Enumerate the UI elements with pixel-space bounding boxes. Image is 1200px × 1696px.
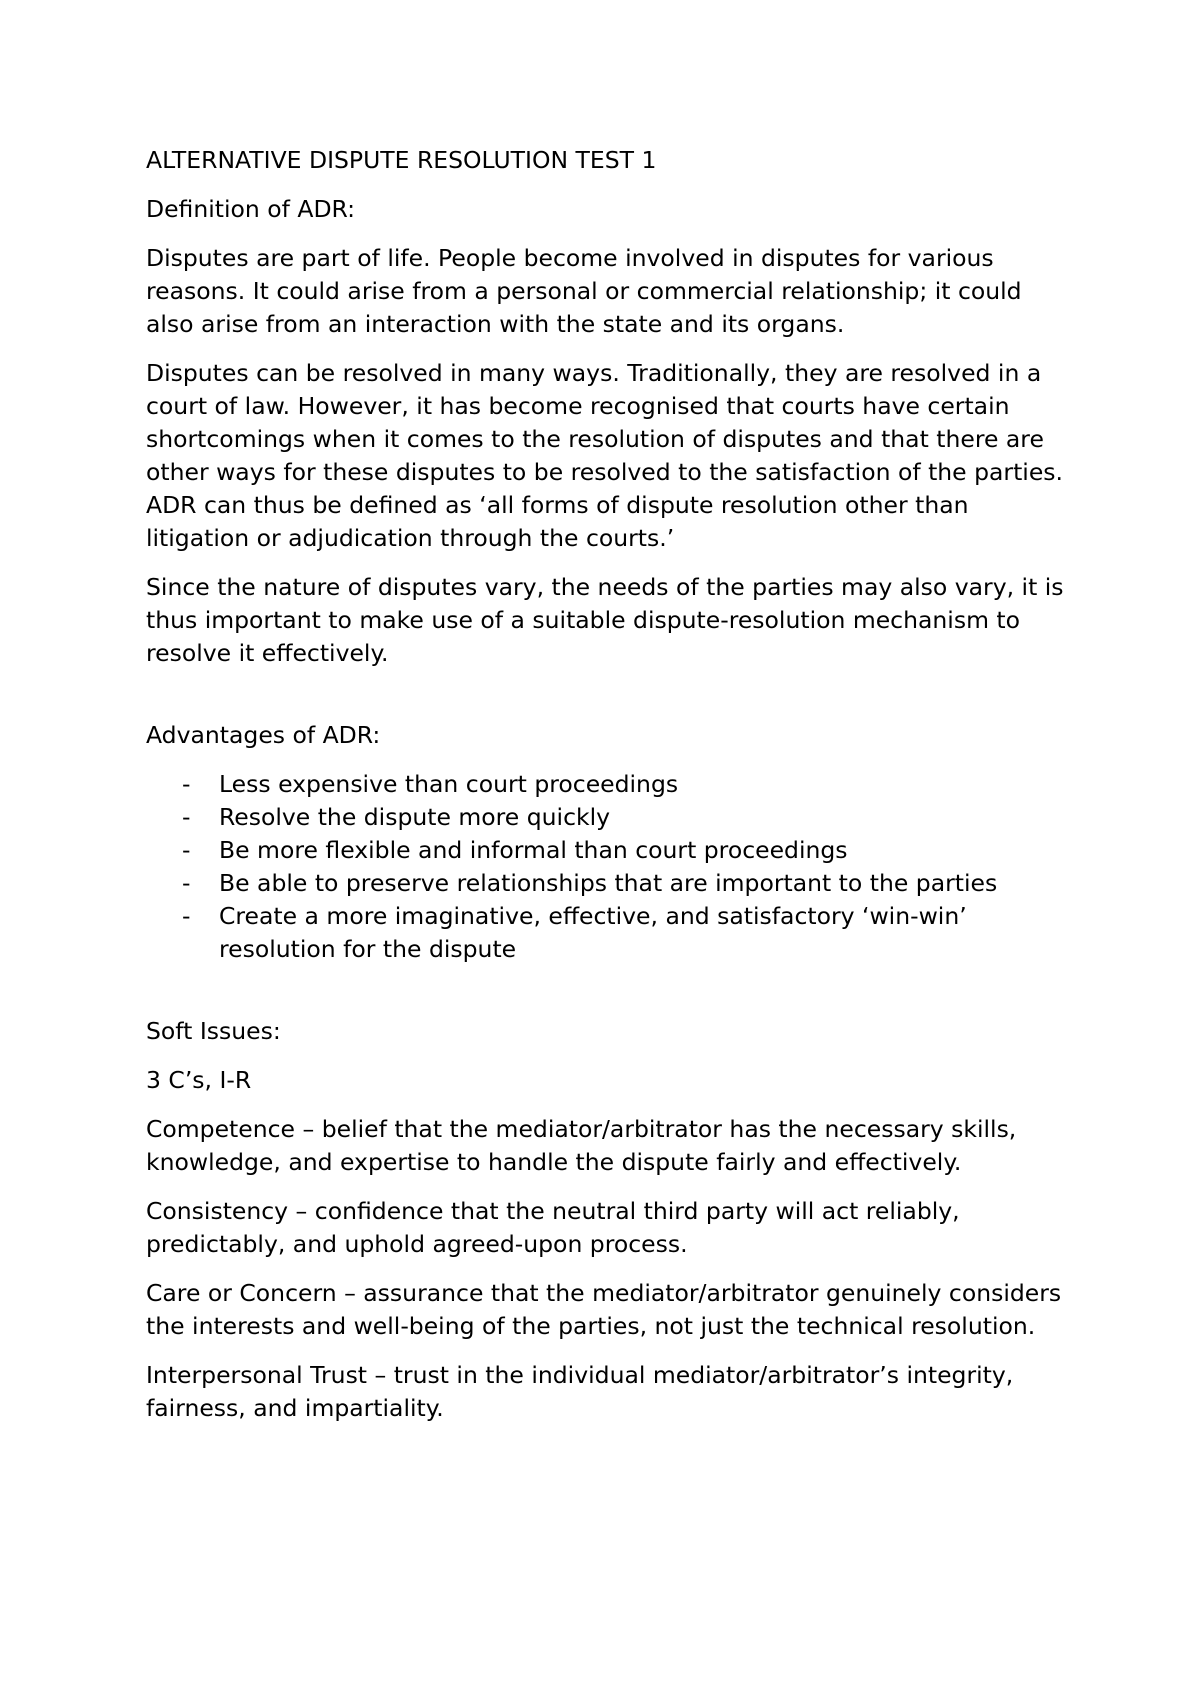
soft-issues-heading: Soft Issues: xyxy=(146,1017,281,1045)
list-item-text: Resolve the dispute more quickly xyxy=(219,803,611,831)
list-item-text: Be more flexible and informal than court proceedings xyxy=(219,836,848,864)
document-title: ALTERNATIVE DISPUTE RESOLUTION TEST 1 xyxy=(146,146,657,174)
dash-bullet: - xyxy=(182,902,191,930)
definition-paragraph-3: Since the nature of disputes vary, the needs of the parties may also vary, it is thus important to make use of a suitable dispute-resolution mechanism to resolve it effectively. xyxy=(146,573,1064,667)
dash-bullet: - xyxy=(182,770,191,798)
list-item xyxy=(146,801,1076,834)
soft-issues-paragraph-care: Care or Concern – assurance that the mediator/arbitrator genuinely considers the interests and well-being of the parties, not just the technical resolution. xyxy=(146,1279,1062,1340)
list-item xyxy=(146,867,1076,900)
list-item xyxy=(146,768,1076,801)
dash-bullet: - xyxy=(182,803,191,831)
soft-issues-paragraph-competence: Competence – belief that the mediator/arbitrator has the necessary skills, knowledge, and expertise to handle the dispute fairly and effectively. xyxy=(146,1115,1017,1176)
document-page xyxy=(146,144,1076,1441)
list-item xyxy=(146,900,1076,966)
soft-issues-paragraph-trust: Interpersonal Trust – trust in the individual mediator/arbitrator’s integrity, fairness, and impartiality. xyxy=(146,1361,1014,1422)
definition-paragraph-1: Disputes are part of life. People become involved in disputes for various reasons. It could arise from a personal or commercial relationship; it could also arise from an interaction with the state and its organs. xyxy=(146,244,1022,338)
list-item xyxy=(146,834,1076,867)
list-item-text: Less expensive than court proceedings xyxy=(219,770,679,798)
soft-issues-paragraph-consistency: Consistency – confidence that the neutral third party will act reliably, predictably, and uphold agreed-upon process. xyxy=(146,1197,960,1258)
list-item-text: Be able to preserve relationships that are important to the parties xyxy=(219,869,998,897)
dash-bullet: - xyxy=(182,869,191,897)
soft-issues-subheading: 3 C’s, I-R xyxy=(146,1066,252,1094)
section-spacer xyxy=(146,982,1076,1015)
definition-heading: Definition of ADR: xyxy=(146,195,356,223)
advantages-heading: Advantages of ADR: xyxy=(146,721,381,749)
dash-bullet: - xyxy=(182,836,191,864)
advantages-list xyxy=(146,768,1076,966)
section-spacer xyxy=(146,686,1076,719)
list-item-text: Create a more imaginative, effective, and satisfactory ‘win-win’ resolution for the dispute xyxy=(219,902,967,963)
definition-paragraph-2: Disputes can be resolved in many ways. Traditionally, they are resolved in a court of law. However, it has become recognised that courts have certain shortcomings when it comes to the resolution of disputes and that there are other ways for these disputes to be resolved to the satisfaction of the parties. ADR can thus be defined as ‘all forms of dispute resolution other than litigation or adjudication through the courts.’ xyxy=(146,359,1063,552)
